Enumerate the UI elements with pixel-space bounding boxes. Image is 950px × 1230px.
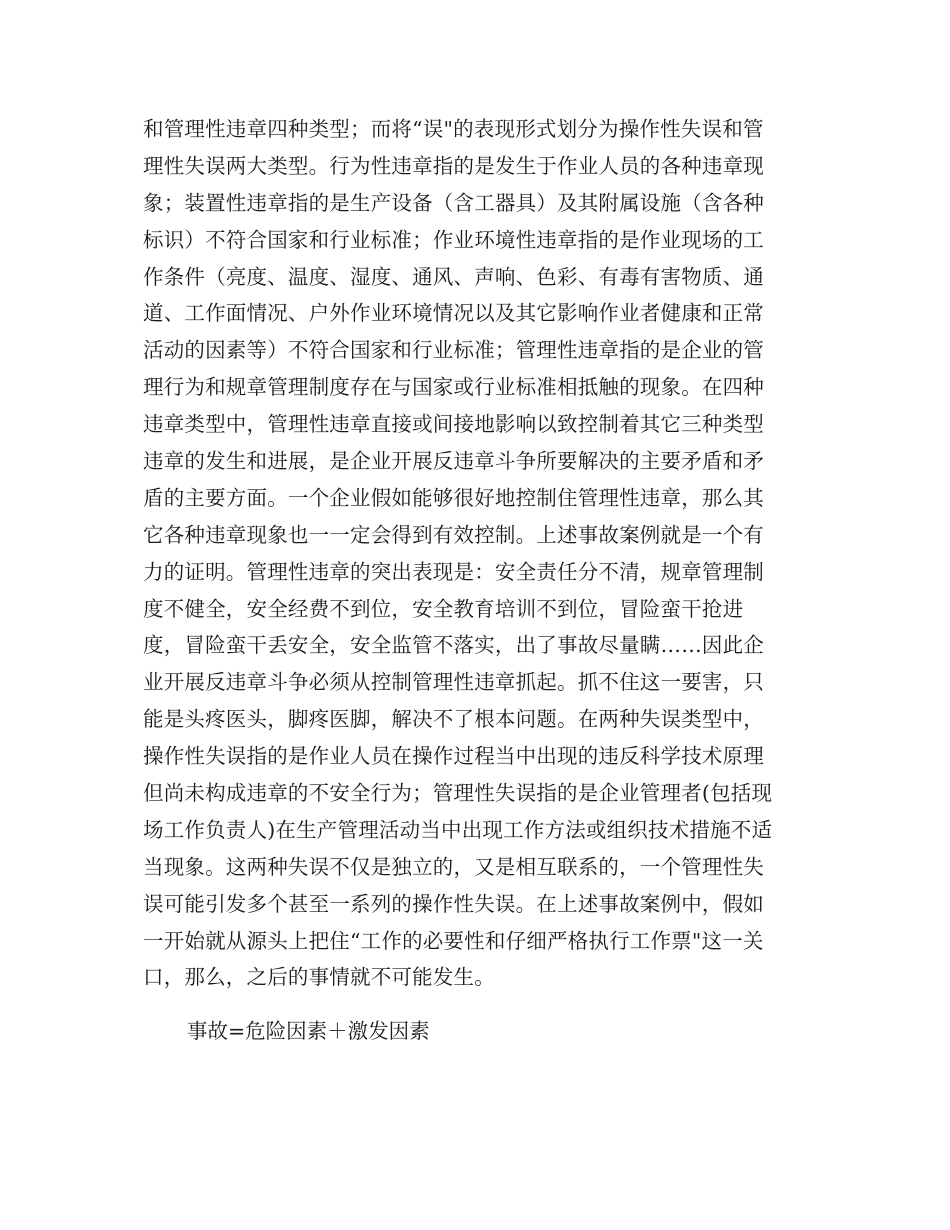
paragraph-line: 误可能引发多个甚至一系列的操作性失误。在上述事故案例中，假如	[143, 891, 764, 916]
paragraph-line: 作条件（亮度、温度、湿度、通风、声响、色彩、有毒有害物质、通	[143, 264, 764, 289]
paragraph-line: 业开展反违章斗争必须从控制管理性违章抓起。抓不住这一要害，只	[143, 670, 764, 695]
paragraph-line: 但尚未构成违章的不安全行为；管理性失误指的是企业管理者(包括现	[143, 781, 773, 806]
paragraph-line: 它各种违章现象也一一定会得到有效控制。上述事故案例就是一个有	[143, 522, 764, 547]
paragraph-line: 标识）不符合国家和行业标准；作业环境性违章指的是作业现场的工	[143, 227, 764, 252]
paragraph-line: 一开始就从源头上把住“工作的必要性和仔细严格执行工作票"这一关	[143, 928, 764, 953]
paragraph-line: 理行为和规章管理制度存在与国家或行业标准相抵触的现象。在四种	[143, 375, 764, 400]
paragraph-line: 理性失误两大类型。行为性违章指的是发生于作业人员的各种违章现	[143, 153, 764, 178]
paragraph-line: 度不健全，安全经费不到位，安全教育培训不到位，冒险蛮干抢进	[143, 596, 744, 621]
body-paragraph	[143, 111, 823, 996]
paragraph-line: 违章的发生和进展，是企业开展反违章斗争所要解决的主要矛盾和矛	[143, 449, 764, 474]
paragraph-line: 当现象。这两种失误不仅是独立的，又是相互联系的，一个管理性失	[143, 854, 764, 879]
paragraph-line: 场工作负责人)在生产管理活动当中出现工作方法或组织技术措施不适	[143, 817, 773, 842]
paragraph-line: 操作性失误指的是作业人员在操作过程当中出现的违反科学技术原理	[143, 744, 764, 769]
paragraph-line: 活动的因素等）不符合国家和行业标准；管理性违章指的是企业的管	[143, 338, 764, 363]
paragraph-line: 和管理性违章四种类型；而将“误"的表现形式划分为操作性失误和管	[143, 117, 764, 141]
paragraph-line: 力的证明。管理性违章的突出表现是：安全责任分不清，规章管理制	[143, 559, 764, 584]
paragraph-line: 象；装置性违章指的是生产设备（含工器具）及其附属设施（含各种	[143, 190, 764, 215]
paragraph-line: 度，冒险蛮干丢安全，安全监管不落实，出了事故尽量瞒……因此企	[143, 633, 764, 658]
paragraph-line: 能是头疼医头，脚疼医脚，解决不了根本问题。在两种失误类型中，	[143, 707, 764, 732]
paragraph-line: 盾的主要方面。一个企业假如能够很好地控制住管理性违章，那么其	[143, 485, 764, 510]
paragraph-line: 口，那么，之后的事情就不可能发生。	[143, 965, 495, 990]
paragraph-line: 道、工作面情况、户外作业环境情况以及其它影响作业者健康和正常	[143, 301, 764, 326]
formula-line: 事故=危险因素＋激发因素	[187, 1019, 430, 1043]
paragraph-line: 违章类型中，管理性违章直接或间接地影响以致控制着其它三种类型	[143, 412, 764, 437]
